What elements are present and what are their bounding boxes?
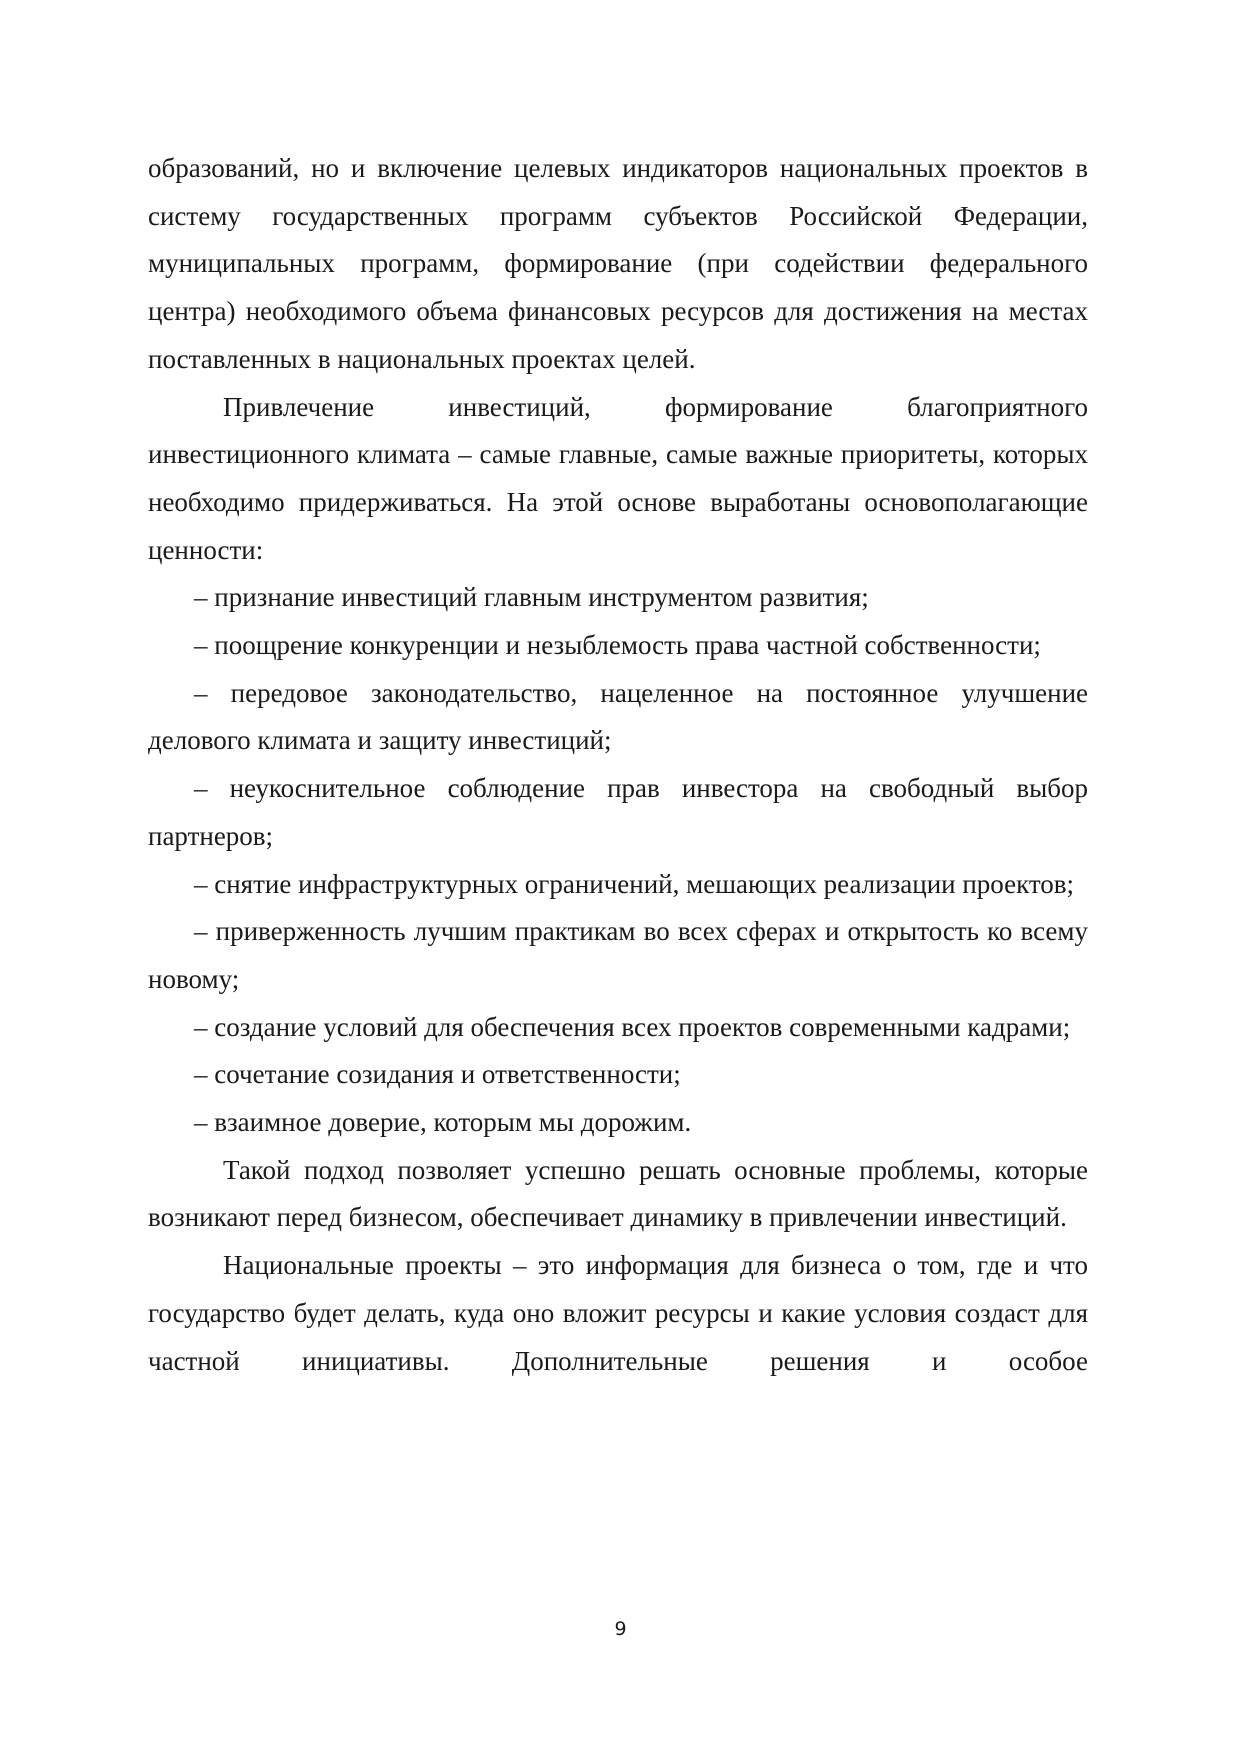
body-text: [148, 145, 1088, 1385]
list-item: – неукоснительное соблюдение прав инвестора на свободный выбор партнеров;: [148, 773, 1088, 851]
national-projects-paragraph: Национальные проекты – это информация для бизнеса о том, где и что государство будет делать, куда оно вложит ресурсы и какие условия создаст для частной инициативы. Дополнительные решения и особое: [148, 1250, 1088, 1376]
list-item: – создание условий для обеспечения всех проектов современными кадрами;: [194, 1011, 1071, 1042]
list-item: – взаимное доверие, которым мы дорожим.: [194, 1107, 692, 1138]
continuation-paragraph: образований, но и включение целевых индикаторов национальных проектов в систему государственных программ субъектов Российской Федерации, муниципальных программ, формирование (при содействии федерального центра) необходимого объема финансовых ресурсов для достижения на местах поставленных в национальных проектах целей.: [148, 153, 1088, 374]
list-item: – сочетание созидания и ответственности;: [194, 1059, 681, 1090]
list-item: – снятие инфраструктурных ограничений, мешающих реализации проектов;: [194, 868, 1075, 899]
list-item: – признание инвестиций главным инструментом развития;: [194, 582, 869, 613]
approach-paragraph: Такой подход позволяет успешно решать основные проблемы, которые возникают перед бизнесом, обеспечивает динамику в привлечении инвестиций.: [148, 1154, 1088, 1233]
list-item: – передовое законодательство, нацеленное на постоянное улучшение делового климата и защиту инвестиций;: [148, 677, 1088, 756]
list-item: – приверженность лучшим практикам во всех сферах и открытость ко всему новому;: [148, 916, 1088, 994]
page-number: 9: [614, 1618, 627, 1640]
investment-priorities-paragraph: Привлечение инвестиций, формирование благоприятного инвестиционного климата – самые главные, самые важные приоритеты, которых необходимо придерживаться. На этой основе выработаны основополагающие ценности:: [148, 391, 1088, 565]
list-item: – поощрение конкуренции и незыблемость права частной собственности;: [194, 630, 1041, 661]
